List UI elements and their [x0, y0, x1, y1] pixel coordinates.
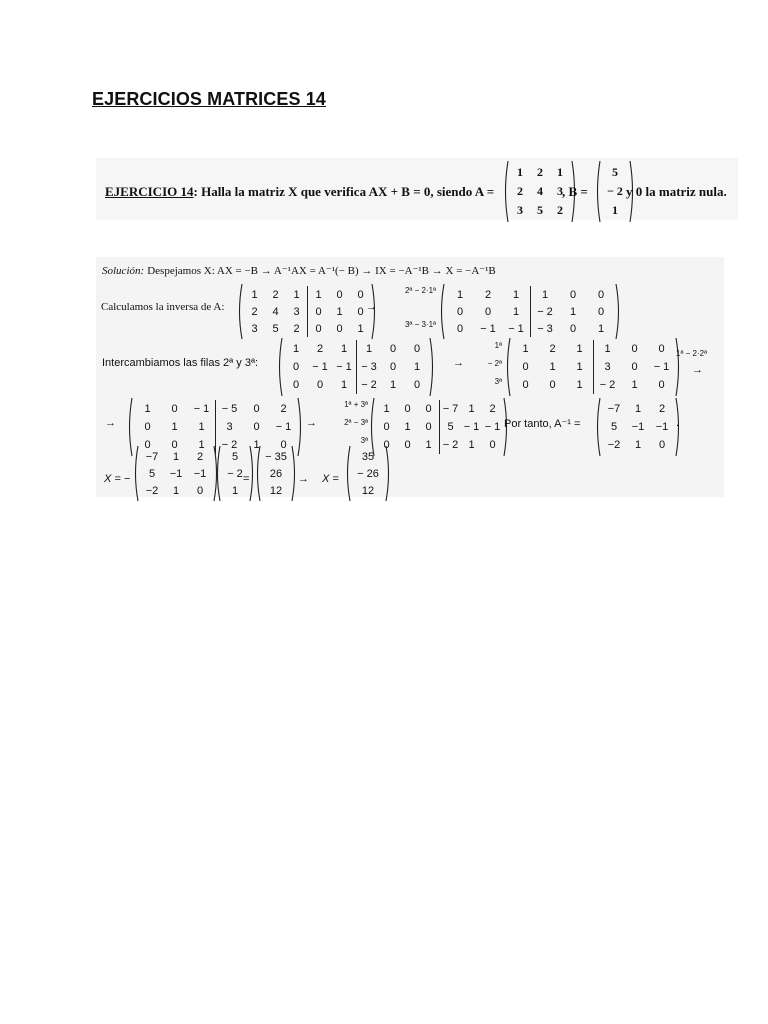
matrix-cell: 0: [404, 439, 411, 451]
matrix-cell: 2: [658, 403, 666, 415]
matrix-cell: − 3: [357, 358, 382, 376]
product-vector: [254, 445, 298, 502]
matrix-cell: 0: [253, 403, 260, 415]
matrix-cell: 1: [292, 343, 300, 355]
matrix-cell: 1: [468, 439, 475, 451]
matrix-cell: 2: [280, 403, 287, 415]
matrix-cell: 1: [594, 340, 622, 358]
matrix-cell: 1: [198, 439, 205, 451]
matrix-cell: − 1: [275, 421, 292, 433]
result-vector: [344, 445, 392, 502]
matrix-cell: 0: [196, 484, 204, 497]
matrix-cell: 1: [172, 450, 180, 463]
exercise-label: EJERCICIO 14: [105, 184, 194, 199]
matrix-cell: 1: [576, 343, 583, 355]
matrix-cell: 1: [404, 421, 411, 433]
matrix-cell: 2: [272, 288, 279, 301]
augmented-matrix-3: [276, 337, 436, 397]
matrix-cell: 0: [308, 303, 330, 320]
matrix-cell: − 3: [531, 320, 560, 337]
matrix-cell: 5: [537, 203, 543, 217]
statement-tail: y 0 la matriz nula.: [626, 184, 727, 199]
row-op: 1ª: [494, 341, 502, 350]
matrix-cell: − 26: [357, 467, 379, 480]
x-equals-minus: X = −: [104, 473, 131, 485]
matrix-cell: 2: [517, 184, 523, 198]
matrix-cell: 1: [389, 379, 397, 391]
matrix-cell: 0: [456, 322, 464, 335]
matrix-cell: − 1: [463, 421, 480, 433]
matrix-cell: 0: [336, 288, 343, 301]
solution-label: Solución:: [102, 265, 145, 277]
matrix-cell: − 1: [336, 361, 352, 373]
exercise-text: : Halla la matriz X que verifica AX + B = 0, siendo A =: [193, 184, 495, 199]
matrix-cell: 0: [631, 361, 638, 373]
matrix-cell: 5: [610, 421, 618, 433]
matrix-cell: − 2: [357, 376, 382, 394]
period: .: [676, 417, 680, 429]
matrix-cell: 3: [594, 358, 622, 376]
matrix-cell: 1: [253, 439, 260, 451]
matrix-cell: 1: [357, 322, 364, 335]
matrix-cell: 1: [512, 305, 520, 318]
matrix-cell: 35: [361, 450, 375, 463]
matrix-cell: − 2: [227, 467, 243, 480]
b-label: , B =: [562, 184, 588, 199]
matrix-cell: −1: [169, 467, 183, 480]
matrix-cell: 0: [569, 288, 577, 301]
matrix-cell: 2: [316, 343, 324, 355]
matrix-cell: 1: [468, 403, 475, 415]
matrix-cell: − 2: [440, 436, 462, 454]
matrix-cell: 12: [269, 484, 283, 497]
matrix-cell: − 1: [508, 322, 524, 335]
matrix-cell: 0: [597, 288, 605, 301]
matrix-cell: − 1: [480, 322, 496, 335]
arrow: →: [306, 417, 317, 429]
matrix-cell: 5: [440, 418, 462, 436]
matrix-cell: −1: [631, 421, 645, 433]
matrix-cell: 1: [198, 421, 205, 433]
matrix-cell: 0: [171, 403, 178, 415]
matrix-cell: 0: [569, 322, 577, 335]
matrix-cell: − 1: [484, 421, 501, 433]
matrix-cell: − 2: [594, 376, 622, 394]
matrix-cell: 3: [251, 322, 258, 335]
matrix-b-factor: [214, 445, 256, 502]
matrix-cell: 0: [658, 439, 666, 451]
matrix-cell: 1: [517, 165, 523, 179]
matrix-cell: 1: [522, 343, 529, 355]
matrix-cell: 0: [522, 379, 529, 391]
matrix-cell: 0: [425, 403, 432, 415]
matrix-cell: 5: [272, 322, 279, 335]
exercise-statement: [96, 158, 738, 220]
matrix-cell: 1: [569, 305, 577, 318]
matrix-cell: 2: [537, 165, 543, 179]
matrix-cell: 1: [293, 288, 300, 301]
matrix-cell: 3: [517, 203, 523, 217]
inverse-matrix: [594, 397, 682, 457]
matrix-cell: 1: [383, 403, 390, 415]
matrix-cell: 0: [484, 305, 492, 318]
matrix-cell: −1: [193, 467, 207, 480]
matrix-cell: 0: [389, 361, 397, 373]
matrix-cell: 1: [231, 484, 239, 497]
matrix-cell: 0: [316, 379, 324, 391]
matrix-cell: 0: [357, 305, 364, 318]
matrix-cell: 1: [576, 379, 583, 391]
matrix-cell: 0: [489, 439, 496, 451]
matrix-cell: −7: [145, 450, 159, 463]
solution-derivation: Despejamos X: AX = −B → A⁻¹AX = A⁻¹(− B) → IX = −A⁻¹B → X = −A⁻¹B: [147, 265, 496, 277]
matrix-cell: −2: [145, 484, 159, 497]
matrix-cell: 1: [171, 421, 178, 433]
arrow: →: [692, 364, 703, 376]
matrix-cell: 0: [253, 421, 260, 433]
augmented-matrix-4: [504, 337, 682, 397]
por-tanto-text: Por tanto, A⁻¹ =: [504, 418, 581, 430]
matrix-cell: 0: [336, 322, 343, 335]
matrix-cell: 1: [631, 379, 638, 391]
matrix-cell: 1: [340, 343, 348, 355]
arrow: →: [366, 301, 377, 313]
matrix-cell: 2: [489, 403, 496, 415]
row-op: − 2ª: [487, 359, 502, 368]
matrix-cell: 1: [336, 305, 343, 318]
matrix-cell: 1: [512, 288, 520, 301]
matrix-cell: 2: [293, 322, 300, 335]
matrix-cell: 1: [634, 439, 642, 451]
arrow: →: [298, 473, 309, 485]
row-op: 3ª: [360, 436, 368, 445]
matrix-cell: − 2: [531, 303, 560, 320]
matrix-cell: 2: [557, 203, 563, 217]
augmented-matrix-2: [438, 283, 622, 340]
matrix-cell: 1: [144, 403, 151, 415]
matrix-cell: 3: [557, 184, 563, 198]
matrix-cell: 1: [612, 203, 618, 217]
matrix-cell: 0: [292, 379, 300, 391]
row-op: 1ª − 2·2ª: [676, 349, 708, 358]
matrix-cell: 1: [425, 439, 432, 451]
matrix-cell: 1: [456, 288, 464, 301]
matrix-cell: 1: [549, 361, 556, 373]
matrix-cell: 0: [404, 403, 411, 415]
row-op: 3ª − 3·1ª: [404, 320, 436, 329]
matrix-cell: −2: [607, 439, 621, 451]
row-op: [388, 303, 436, 320]
matrix-cell: 0: [357, 288, 364, 301]
row-op: 1ª + 3ª: [344, 400, 368, 409]
matrix-cell: 5: [231, 450, 239, 463]
matrix-cell: 1: [576, 361, 583, 373]
matrix-cell: 2: [251, 305, 258, 318]
matrix-cell: − 7: [440, 400, 462, 418]
matrix-cell: − 5: [216, 400, 244, 418]
inverse-matrix-factor: [132, 445, 220, 502]
matrix-cell: 0: [144, 421, 151, 433]
matrix-cell: − 1: [193, 403, 210, 415]
swap-rows-text: Intercambiamos las filas 2ª y 3ª:: [102, 357, 259, 369]
matrix-cell: 3: [293, 305, 300, 318]
x-equals: X =: [322, 473, 339, 485]
solution-block: [96, 257, 724, 497]
matrix-cell: 4: [537, 184, 543, 198]
matrix-cell: 1: [413, 361, 421, 373]
matrix-cell: 0: [597, 305, 605, 318]
matrix-cell: 0: [425, 421, 432, 433]
matrix-cell: − 35: [265, 450, 287, 463]
matrix-cell: 2: [484, 288, 492, 301]
page-title: EJERCICIOS MATRICES 14: [92, 89, 326, 109]
matrix-cell: 1: [172, 484, 180, 497]
matrix-cell: −7: [607, 403, 621, 415]
matrix-cell: 1: [340, 379, 348, 391]
row-op: 2ª − 2·1ª: [404, 286, 436, 295]
matrix-cell: 5: [612, 165, 618, 179]
matrix-cell: −1: [655, 421, 669, 433]
matrix-cell: − 1: [653, 361, 670, 373]
matrix-cell: 1: [531, 286, 560, 303]
matrix-cell: 12: [361, 484, 375, 497]
arrow: →: [105, 417, 116, 429]
matrix-cell: 0: [658, 343, 665, 355]
arrow: →: [453, 357, 464, 369]
matrix-cell: 0: [171, 439, 178, 451]
matrix-cell: 0: [522, 361, 529, 373]
row-op: 2ª − 3ª: [344, 418, 368, 427]
matrix-cell: − 1: [312, 361, 328, 373]
matrix-cell: − 2: [607, 184, 623, 198]
matrix-cell: 5: [148, 467, 156, 480]
matrix-cell: 4: [272, 305, 279, 318]
matrix-cell: − 2: [216, 436, 244, 454]
row-op: 3ª: [494, 377, 502, 386]
matrix-cell: 2: [196, 450, 204, 463]
inverse-intro: Calculamos la inversa de A:: [101, 301, 225, 313]
matrix-cell: 1: [557, 165, 563, 179]
matrix-cell: 1: [251, 288, 258, 301]
matrix-cell: 0: [389, 343, 397, 355]
matrix-cell: 0: [658, 379, 665, 391]
matrix-cell: 0: [383, 439, 390, 451]
matrix-cell: 1: [357, 340, 382, 358]
matrix-cell: 0: [631, 343, 638, 355]
matrix-cell: 0: [280, 439, 287, 451]
matrix-cell: 2: [549, 343, 556, 355]
matrix-cell: 0: [456, 305, 464, 318]
matrix-cell: 0: [292, 361, 300, 373]
matrix-cell: 0: [413, 343, 421, 355]
matrix-cell: 0: [413, 379, 421, 391]
matrix-cell: 1: [634, 403, 642, 415]
augmented-matrix-1: [236, 283, 378, 340]
matrix-cell: 0: [144, 439, 151, 451]
equals-sign: =: [243, 473, 250, 485]
matrix-cell: 1: [597, 322, 605, 335]
matrix-cell: 0: [549, 379, 556, 391]
matrix-cell: 3: [216, 418, 244, 436]
matrix-cell: 0: [383, 421, 390, 433]
matrix-cell: 26: [269, 467, 283, 480]
matrix-cell: 0: [308, 320, 330, 337]
matrix-cell: 1: [308, 286, 330, 303]
